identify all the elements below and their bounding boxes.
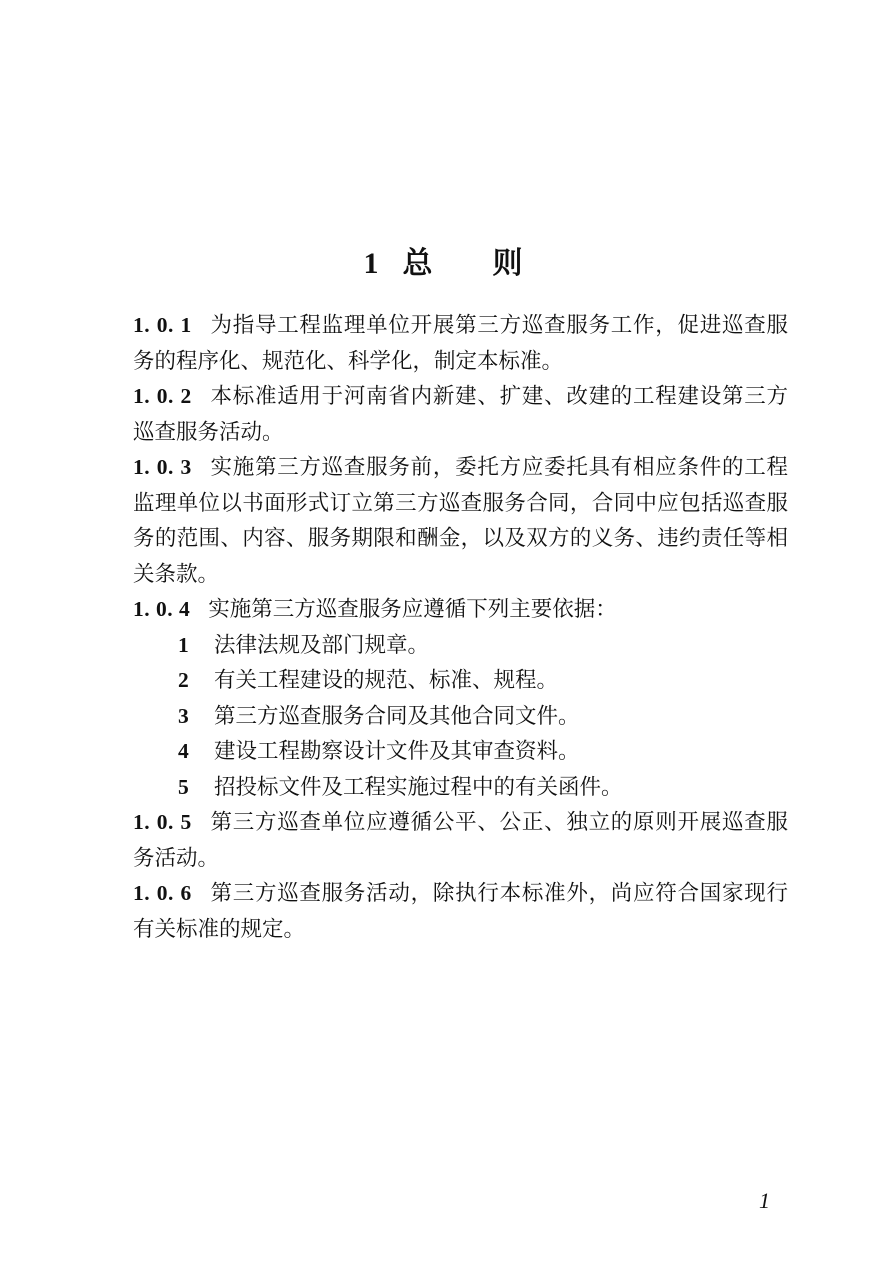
item-number: 1	[178, 632, 189, 657]
clause-text: 第三方巡查单位应遵循公平、公正、独立的原则开展巡查服务活动。	[133, 810, 788, 871]
clause-1-0-6	[133, 876, 788, 947]
basis-item	[133, 663, 788, 699]
chapter-title	[0, 244, 888, 284]
item-text: 有关工程建设的规范、标准、规程。	[214, 668, 559, 693]
item-text: 招投标文件及工程实施过程中的有关函件。	[214, 774, 623, 800]
clause-1-0-4	[133, 592, 788, 628]
item-number: 5	[178, 774, 189, 799]
item-text: 建设工程勘察设计文件及其审查资料。	[214, 739, 580, 764]
document-body	[133, 308, 788, 947]
clause-1-0-3	[133, 450, 788, 592]
clause-number: 1. 0. 1	[133, 313, 192, 337]
clause-1-0-5	[133, 805, 788, 876]
clause-text: 本标准适用于河南省内新建、扩建、改建的工程建设第三方巡查服务活动。	[133, 384, 788, 445]
clause-number: 1. 0. 4	[133, 597, 191, 621]
clause-text: 实施第三方巡查服务前，委托方应委托具有相应条件的工程监理单位以书面形式订立第三方巡查服务合同，合同中应包括巡查服务的范围、内容、服务期限和酬金，以及双方的义务、违约责任等相关条款。	[133, 455, 788, 587]
basis-item	[133, 699, 788, 735]
basis-item	[133, 628, 788, 664]
clause-number: 1. 0. 3	[133, 455, 192, 479]
clause-text: 为指导工程监理单位开展第三方巡查服务工作，促进巡查服务的程序化、规范化、科学化，制定本标准。	[133, 313, 788, 374]
item-number: 3	[178, 703, 189, 728]
clause-number: 1. 0. 5	[133, 810, 192, 834]
clause-text: 第三方巡查服务活动，除执行本标准外，尚应符合国家现行有关标准的规定。	[133, 881, 788, 942]
item-number: 2	[178, 668, 189, 692]
basis-item	[133, 734, 788, 770]
clause-number: 1. 0. 6	[133, 881, 192, 905]
clause-text: 实施第三方巡查服务应遵循下列主要依据：	[208, 597, 617, 622]
page-number: 1	[759, 1188, 770, 1213]
chapter-title-part2: 则	[492, 246, 525, 282]
clause-number: 1. 0. 2	[133, 384, 192, 408]
item-text: 法律法规及部门规章。	[214, 632, 430, 658]
item-text: 第三方巡查服务合同及其他合同文件。	[214, 703, 580, 729]
clause-1-0-1	[133, 308, 788, 379]
clause-1-0-2	[133, 379, 788, 450]
item-number: 4	[178, 739, 189, 763]
chapter-title-part1: 总	[402, 246, 435, 282]
basis-item	[133, 770, 788, 806]
chapter-number: 1	[363, 247, 381, 281]
